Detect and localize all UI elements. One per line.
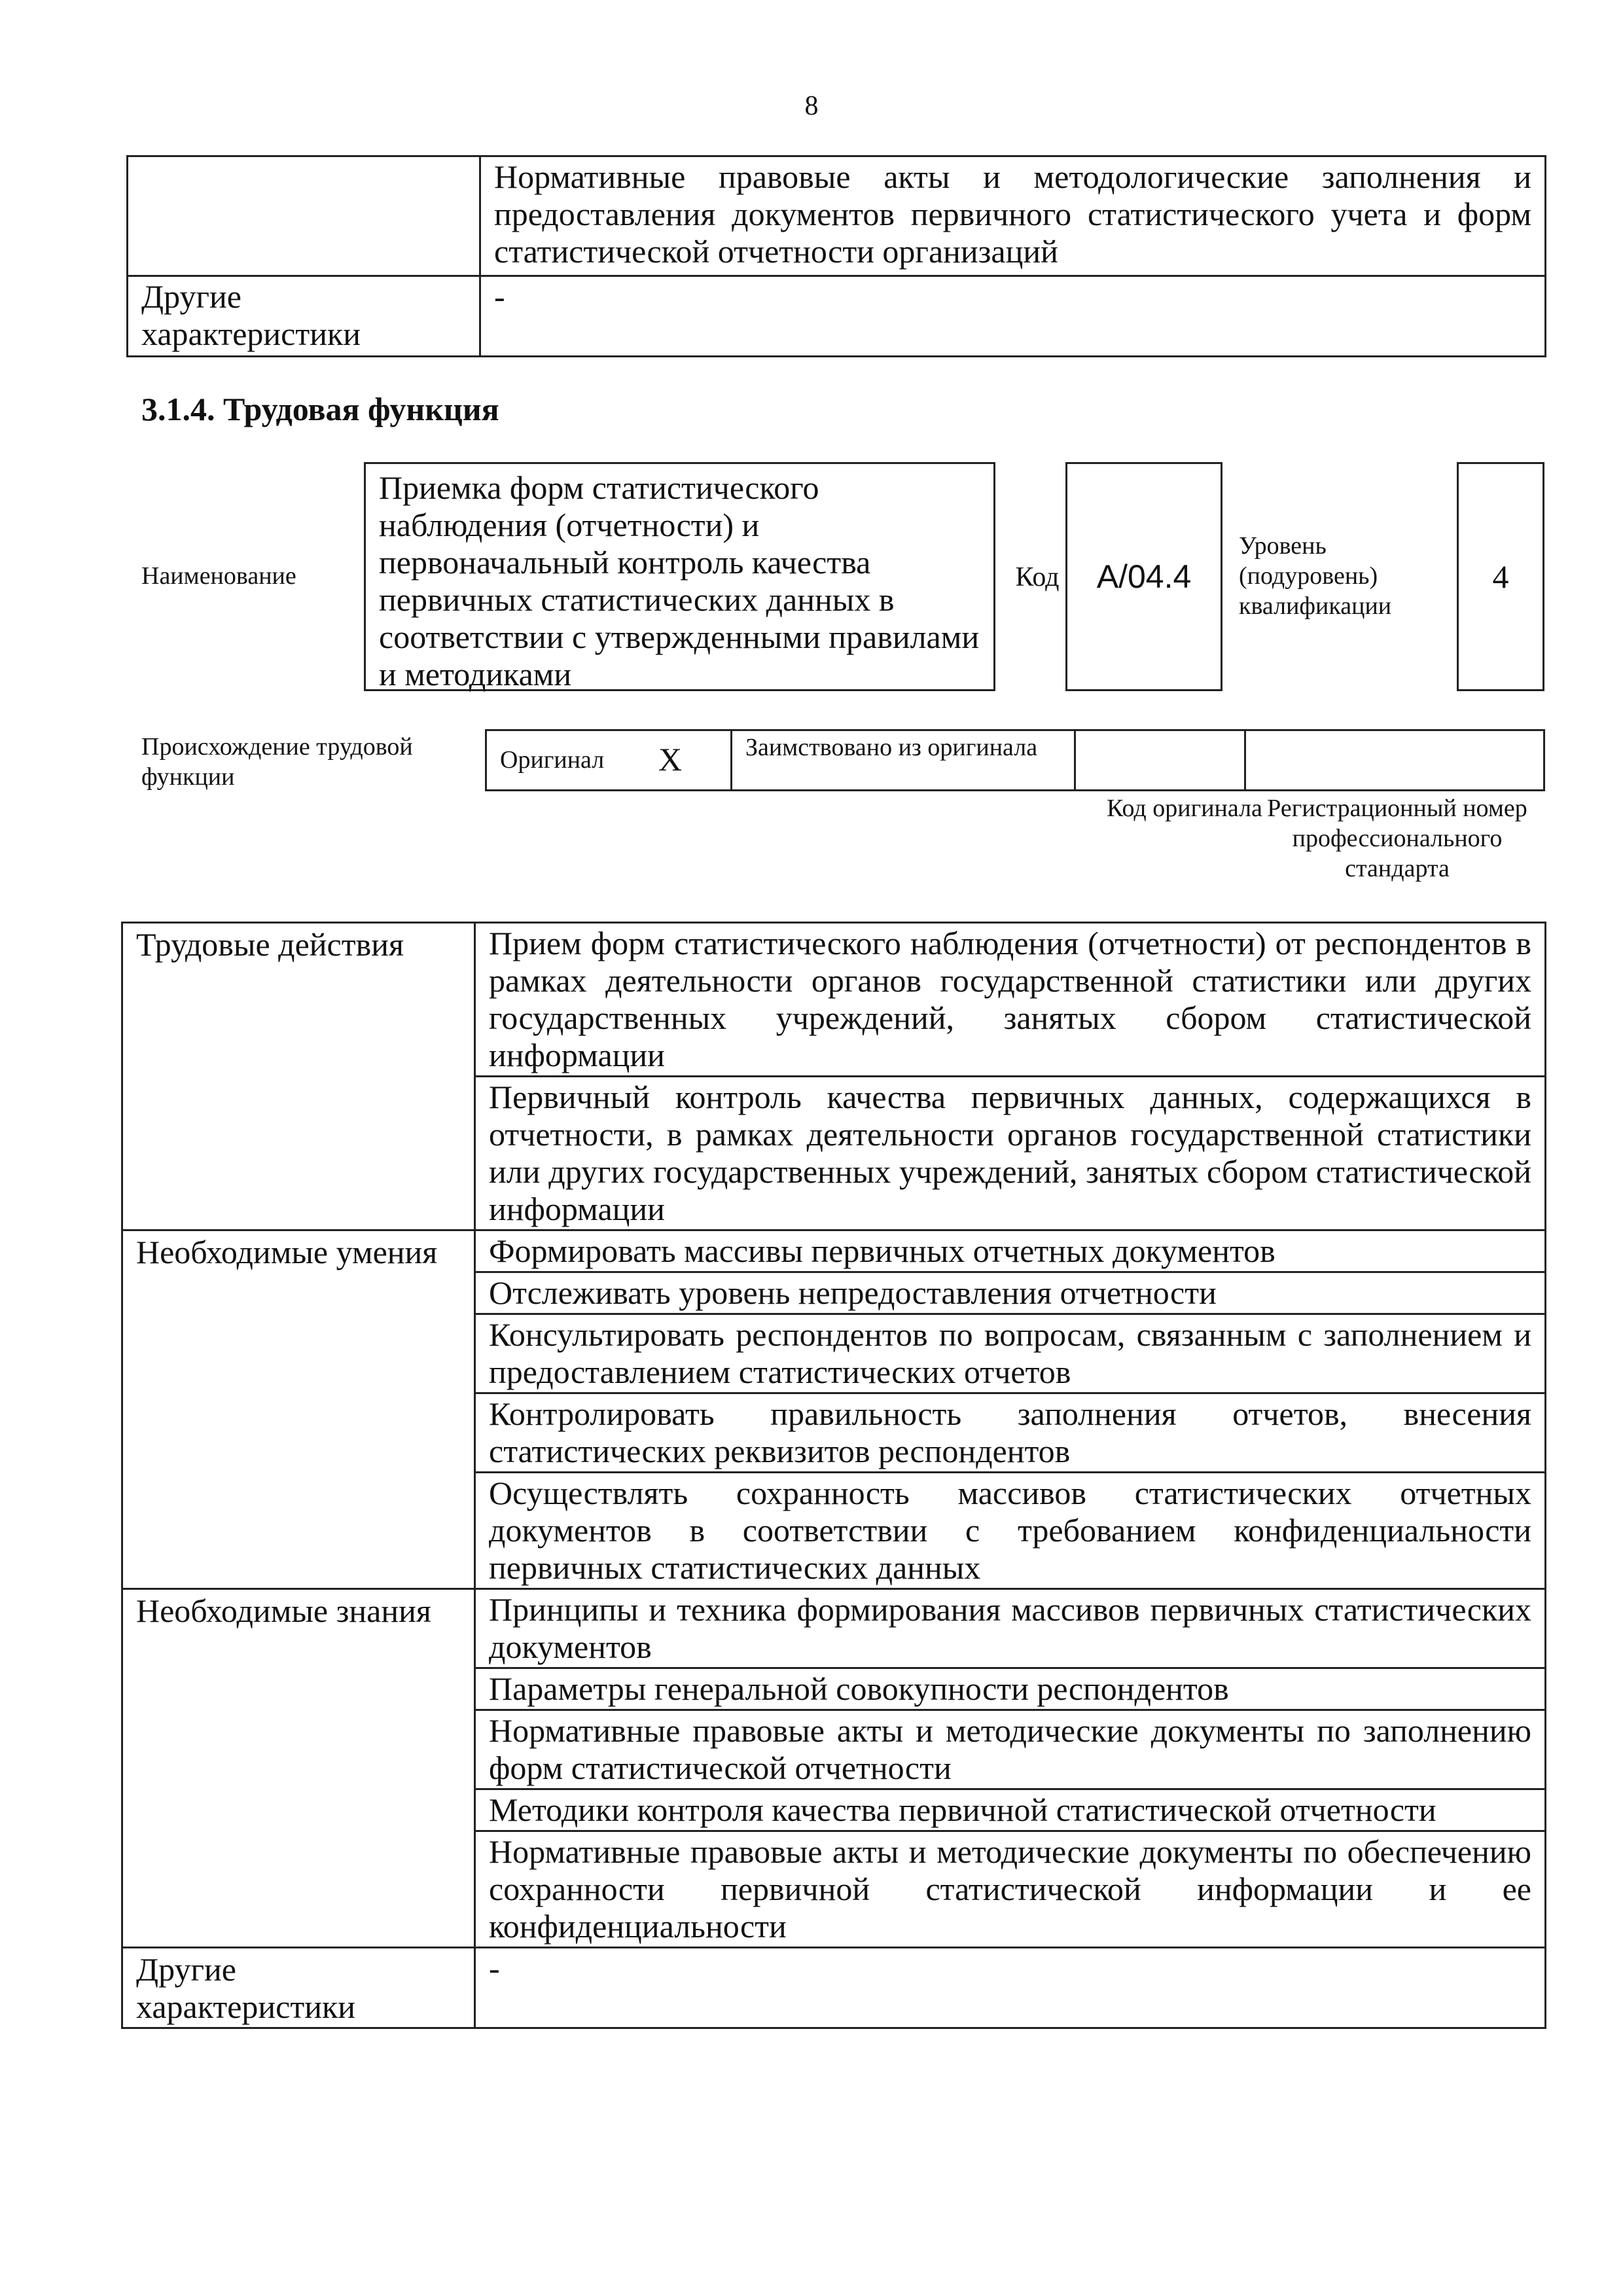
section-heading: 3.1.4. Трудовая функция — [141, 391, 499, 427]
function-details-table — [121, 922, 1546, 2029]
reg-number-cell — [1246, 731, 1543, 789]
other-characteristics-label: Другие характеристики — [122, 1948, 475, 2028]
origin-label: Происхождение трудовой функции — [141, 733, 413, 791]
skill-item: Консультировать респондентов по вопросам, связанным с заполнением и предоставлением статистических отчетов — [475, 1314, 1546, 1393]
knowledge-item: Нормативные правовые акты и методические документы по заполнению форм статистической отчетности — [475, 1710, 1546, 1789]
code-original-caption: Код оригинала — [1107, 795, 1262, 822]
continuation-text: Нормативные правовые акты и методологические заполнения и предоставления документов первичного статистического учета и форм статистической отчетности организаций — [480, 156, 1546, 276]
original-label: Оригинал — [500, 746, 605, 774]
level-label — [1239, 531, 1391, 621]
original-mark: X — [658, 741, 683, 778]
other-characteristics-value: - — [475, 1948, 1546, 2028]
level-label-line: (подуровень) — [1239, 562, 1378, 590]
skill-item: Отслеживать уровень непредоставления отчетности — [475, 1272, 1546, 1314]
knowledge-item: Методики контроля качества первичной статистической отчетности — [475, 1789, 1546, 1831]
name-label: Наименование — [141, 562, 296, 590]
code-value: А/04.4 — [1065, 462, 1222, 691]
knowledge-item: Принципы и техника формирования массивов первичных статистических документов — [475, 1589, 1546, 1668]
knowledge-item: Нормативные правовые акты и методические документы по обеспечению сохранности первичной статистической информации и ее конфиденциальности — [475, 1831, 1546, 1948]
labor-action-item: Прием форм статистического наблюдения (отчетности) от респондентов в рамках деятельности органов государственной статистики или других государственных учреждений, занятых сбором статистической информации — [475, 923, 1546, 1077]
continuation-table — [126, 155, 1546, 357]
level-label-line: Уровень — [1239, 532, 1327, 560]
required-knowledge-label: Необходимые знания — [122, 1589, 475, 1948]
borrowed-cell — [732, 731, 1076, 789]
skill-item: Контролировать правильность заполнения отчетов, внесения статистических реквизитов респондентов — [475, 1393, 1546, 1473]
original-cell — [487, 731, 732, 789]
function-name: Приемка форм статистического наблюдения (отчетности) и первоначальный контроль качества первичных статистических данных в соответствии с утвержденными правилами и методиками — [364, 462, 995, 691]
level-value: 4 — [1457, 462, 1544, 691]
page-number: 8 — [804, 91, 819, 121]
other-characteristics-label: Другие характеристики — [128, 276, 480, 357]
skill-item: Осуществлять сохранность массивов статистических отчетных документов в соответствии с требованием конфиденциальности первичных статистических данных — [475, 1473, 1546, 1589]
reg-number-caption: Регистрационный номер профессионального стандарта — [1267, 795, 1527, 882]
borrowed-label: Заимствовано из оригинала — [745, 734, 1038, 761]
knowledge-item: Параметры генеральной совокупности респондентов — [475, 1668, 1546, 1710]
required-skills-label: Необходимые умения — [122, 1230, 475, 1589]
origin-table — [485, 729, 1545, 791]
level-label-line: квалификации — [1239, 592, 1392, 620]
labor-actions-label: Трудовые действия — [122, 923, 475, 1230]
other-characteristics-value: - — [480, 276, 1546, 357]
code-label: Код — [1015, 562, 1060, 592]
empty-label-cell — [128, 156, 480, 276]
skill-item: Формировать массивы первичных отчетных документов — [475, 1230, 1546, 1272]
original-code-cell — [1076, 731, 1246, 789]
labor-action-item: Первичный контроль качества первичных данных, содержащихся в отчетности, в рамках деятельности органов государственной статистики или других государственных учреждений, занятых сбором статистической информации — [475, 1077, 1546, 1230]
